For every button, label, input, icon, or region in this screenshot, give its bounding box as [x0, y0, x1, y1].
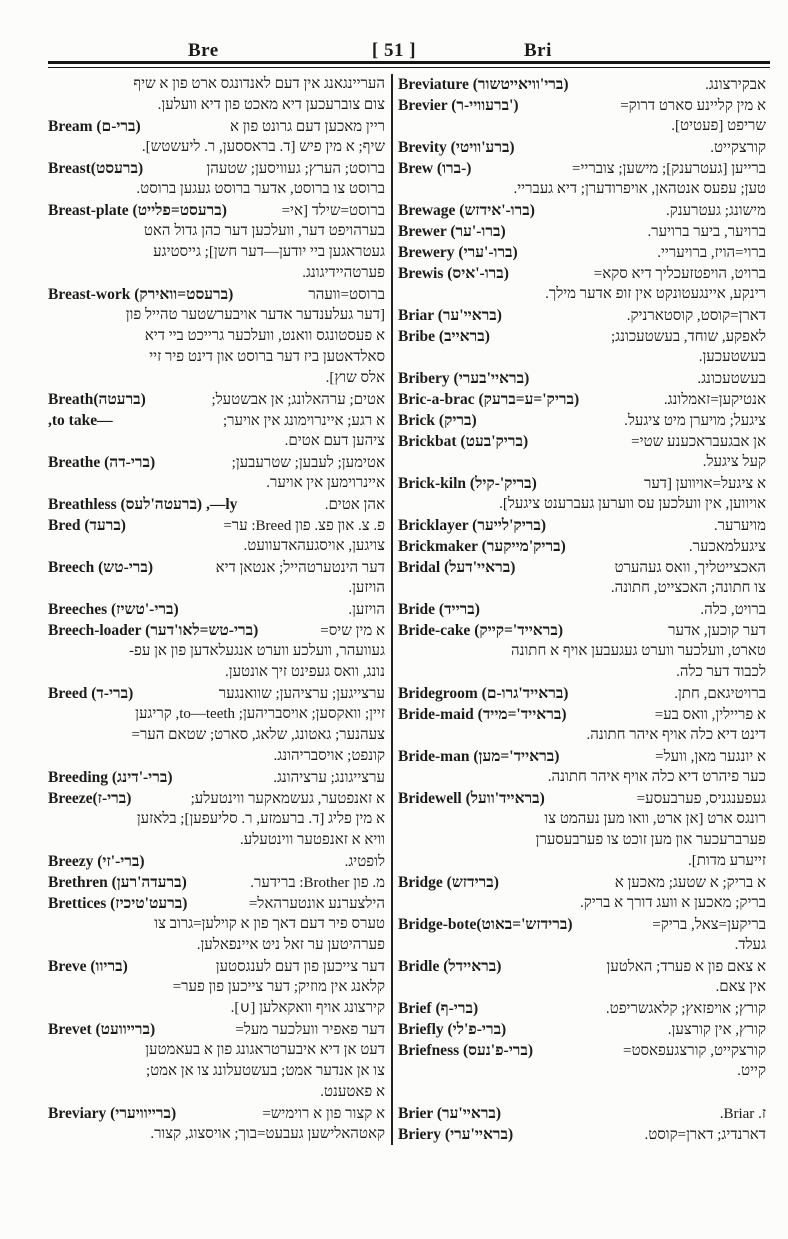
entry-line	[48, 599, 385, 620]
headword: Brethren (ברעדה'רען)	[48, 874, 187, 891]
definition-text: ברויער, ביער ברויער.	[647, 224, 766, 240]
definition-text: אין צאם.	[715, 979, 766, 995]
headword: Bridewell (בראייד'וועל)	[398, 790, 545, 807]
definition-text: ברוסט=שילד [אי=	[281, 203, 385, 219]
headword: Bride-man (בראייד'=מען)	[398, 748, 560, 765]
entry-line	[398, 389, 766, 410]
entry-line	[398, 599, 766, 620]
definition-text: מויערער.	[713, 518, 766, 534]
headword: Brew (ברו-)	[398, 160, 472, 177]
definition-text: א פעסטונגס וואנט, וועלכער גרייכט ביי דיא	[144, 328, 385, 344]
headword: Brief (ברי-ף)	[398, 1000, 479, 1017]
definition-line	[398, 578, 766, 599]
headword: Bridge-bote(ברידזש'=באוט)	[398, 916, 573, 933]
definition-line	[48, 830, 385, 851]
headword: Bribery (בראיי'בערי)	[398, 370, 530, 387]
definition-line	[48, 179, 385, 200]
definition-text: אטים; ערהאלונג; אן אבשטעל;	[211, 392, 385, 408]
definition-text: דארן=קוסט, קוסטארניק.	[626, 308, 766, 324]
entry-line	[48, 116, 385, 137]
definition-line	[48, 998, 385, 1019]
definition-text: דינט דיא כלה אויף איהר חתונה.	[586, 727, 766, 743]
definition-text: נונג, וואס געפינט זיך אונטען.	[225, 664, 385, 680]
definition-line	[48, 1082, 385, 1103]
headword: Bridge (ברידזש)	[398, 874, 499, 891]
entry-line	[398, 368, 766, 389]
entry-line	[398, 431, 766, 452]
entry-line	[398, 74, 766, 95]
definition-text: דארנדיג; דארן=קוסט.	[644, 1127, 766, 1143]
entry-line	[398, 683, 766, 704]
definition-text: ציהען דעם אטים.	[284, 433, 385, 449]
headword: Breathless (ברעטה'לעס) ,—ly	[48, 496, 238, 513]
definition-text: וויא א זאנפטער ווינטעלע.	[240, 832, 385, 848]
headword: Briefly (ברי-פ'לי)	[398, 1021, 507, 1038]
definition-text: געוועהר, וועלכע ווערט אנגעלאדען פון אן עפ-	[129, 643, 385, 659]
definition-text: ברויט, הויפטזעכליך דיא סקא=	[593, 266, 766, 282]
definition-text: רונגס ארט [אן ארט, וואו מען נעהמט צו	[544, 811, 766, 827]
entry-line	[398, 242, 766, 263]
definition-text: זייערע מדות].	[688, 853, 766, 869]
entry-line	[398, 305, 766, 326]
headword: Bream (ברי-ם)	[48, 118, 141, 135]
definition-text: ברוי=הויז, ברויעריי.	[657, 245, 766, 261]
definition-text: געטראגען ביי יודען—דער חשן]; גייסטיגע	[153, 244, 385, 260]
definition-line	[48, 662, 385, 683]
headword: Brewery (ברו-'ערי)	[398, 244, 518, 261]
headword: Brettices (ברעט'טיכיז)	[48, 895, 188, 912]
headword: ,to take—	[48, 412, 113, 429]
entry-line	[48, 200, 385, 221]
definition-line	[48, 242, 385, 263]
definition-line	[398, 662, 766, 683]
definition-line	[48, 368, 385, 389]
entry-line	[48, 788, 385, 809]
definition-line	[48, 74, 385, 95]
headword: Bride (ברייד)	[398, 601, 480, 618]
definition-text: פערברעכער און מען זוכט צו פערבעסערן	[535, 832, 766, 848]
headword: Bred (ברעד)	[48, 517, 126, 534]
definition-text: פערטהיידיגונג.	[302, 265, 385, 281]
definition-text: שיף; א מין פיש [ד. בראססען, ר. ליעשטש].	[141, 139, 385, 155]
definition-text: בעשטעכונג.	[697, 371, 766, 387]
definition-line	[398, 893, 766, 914]
definition-line	[48, 977, 385, 998]
definition-text: זיין; וואקסען; אויסבריהען; to—teeth, קריגען	[135, 706, 385, 722]
definition-text: דער צייכען פון דעם לענגסטען	[215, 959, 385, 975]
column-divider	[391, 74, 393, 1145]
definition-line	[48, 347, 385, 368]
definition-text: קירצונג אויף וואקאלען [∪].	[230, 1000, 385, 1016]
definition-text: ברוסט צו ברוסט, אדער ברוסט געגען ברוסט.	[136, 181, 385, 197]
definition-line	[48, 704, 385, 725]
headword: Breeches (ברי-'טשיז)	[48, 601, 179, 618]
definition-line	[48, 263, 385, 284]
entry-line	[48, 1019, 385, 1040]
definition-text: העריינגאנג אין דעם לאנדונגס ארט פון א שיף	[133, 76, 385, 92]
entry-line	[398, 536, 766, 557]
definition-line	[48, 746, 385, 767]
definition-text: פ. צ. און פצ. פון Breed: ער=	[223, 518, 385, 534]
definition-line	[398, 116, 766, 137]
definition-line	[398, 1082, 766, 1103]
definition-text: [דער געלענדער אדער אויבערשטער טהייל פון	[125, 307, 385, 323]
definition-text: פערהיטען ער זאל ניט איינפאלען.	[196, 937, 385, 953]
entry-line	[398, 95, 766, 116]
headword: Breed (ברי-ד)	[48, 685, 134, 702]
entry-line	[48, 620, 385, 641]
definition-text: א פאטענט.	[320, 1084, 385, 1100]
definition-text: ריין מאכען דעם גרונט פון א	[229, 119, 385, 135]
definition-line	[398, 179, 766, 200]
headword: Bridle (בראיידל)	[398, 958, 502, 975]
headword: Bricklayer (בריק'לייער)	[398, 517, 547, 534]
entry-line	[398, 473, 766, 494]
definition-text: א פריילין, וואס בע=	[654, 707, 766, 723]
definition-line	[48, 1061, 385, 1082]
entry-line	[398, 515, 766, 536]
definition-text: צויגען, אויסגעהאדעוועט.	[243, 538, 385, 554]
definition-text: בעשטעכען.	[698, 349, 766, 365]
definition-text: א ציגעל=אויווען [דער	[643, 476, 766, 492]
definition-text: רינקע, איינגעטונקט אין זופ אדער מילך.	[545, 286, 766, 302]
headword: Breast(ברעסט)	[48, 160, 144, 177]
entry-line	[48, 767, 385, 788]
definition-line	[48, 431, 385, 452]
entry-line	[398, 704, 766, 725]
columns-container	[48, 74, 766, 1145]
headword: Breast-plate (ברעסט=פלייט)	[48, 202, 227, 219]
definition-text: געפענגניס, פערבעסע=	[636, 791, 766, 807]
definition-text: קייט.	[737, 1063, 766, 1079]
entry-line	[48, 494, 385, 515]
headword: Brewis (ברו-'איס)	[398, 265, 509, 282]
definition-text: א בריק; א שטעג; מאכען א	[614, 875, 766, 891]
definition-text: אלס שוץ].	[325, 370, 385, 386]
entry-line	[48, 1103, 385, 1124]
definition-text: אהן אטים.	[324, 497, 385, 513]
headword: Breeze(ברי-ז)	[48, 790, 132, 807]
definition-text: א מין פליג [ד. ברעמזע, ר. סליעפען]; בלאזען	[136, 811, 385, 827]
definition-text: קונפט; אויסבריהונג.	[273, 748, 385, 764]
headword: Breve (בריוו)	[48, 958, 128, 975]
definition-line	[48, 326, 385, 347]
definition-text: קורצקייט.	[710, 140, 766, 156]
definition-text: א מין שיס=	[320, 623, 385, 639]
headword: Brewage (ברו-'אידזש)	[398, 202, 535, 219]
definition-text: ערצייגונג; ערציהונג.	[273, 770, 385, 786]
headword: Brier (בראיי'ער)	[398, 1105, 502, 1122]
entry-line	[398, 221, 766, 242]
headword: Breviary (ברייוויערי)	[48, 1105, 177, 1122]
definition-text: א זאנפטער, געשמאקער ווינטעלע;	[190, 791, 385, 807]
entry-line	[48, 452, 385, 473]
definition-line	[398, 494, 766, 515]
definition-text: ציגעלמאכער.	[688, 539, 766, 555]
definition-line	[398, 809, 766, 830]
headword: Brick-kiln (בריק'-קיל)	[398, 475, 537, 492]
entry-line	[398, 158, 766, 179]
definition-text: סאלדאטען ביז דער ברוסט און דינט פיר זיי	[149, 349, 385, 365]
definition-text: מישונג; געטרענק.	[665, 203, 766, 219]
definition-text: ציגעל; מויערן מיט ציגעל.	[624, 413, 766, 429]
headword: Breast-work (ברעסט=וואירק)	[48, 286, 234, 303]
definition-text: קלאנג אין מוזיק; דער צייכען פון פער=	[172, 979, 385, 995]
definition-text: מ. פון Brother: ברידער.	[250, 875, 385, 891]
entry-line	[48, 389, 385, 410]
definition-text: הילצערנע אונטערהאל=	[248, 896, 385, 912]
definition-line	[48, 914, 385, 935]
definition-line	[398, 1061, 766, 1082]
definition-text: איינרוימען אין אויער.	[266, 475, 385, 491]
entry-line	[398, 1124, 766, 1145]
headword: Bridal (בראיי'דעל)	[398, 559, 516, 576]
column-left	[48, 74, 385, 1145]
entry-line	[398, 326, 766, 347]
definition-text: כער פיהרט דיא כלה אויף איהר חתונה.	[547, 769, 766, 785]
definition-text: בערהויפט דער, וועלכען דער כהן גדול האט	[143, 223, 385, 239]
definition-line	[398, 452, 766, 473]
entry-line	[48, 872, 385, 893]
definition-text: הויזען.	[348, 580, 385, 596]
entry-line	[398, 137, 766, 158]
definition-text: ברייען [געטרענק]; מישען; צובריי=	[572, 161, 766, 177]
definition-text: קורץ, אין קורצען.	[667, 1022, 766, 1038]
definition-line	[48, 221, 385, 242]
definition-text: לופטיג.	[344, 854, 385, 870]
headword: Briery (בראיי'ערי)	[398, 1126, 514, 1143]
definition-line	[398, 347, 766, 368]
definition-text: קעל ציגעל.	[702, 454, 766, 470]
definition-text: אנטיקען=זאמלונג.	[663, 392, 766, 408]
definition-line	[398, 767, 766, 788]
definition-text: צו אן אנדער אמט; בעשטעלונג צו אן אמט;	[145, 1063, 385, 1079]
definition-line	[48, 1124, 385, 1145]
headword: Breviature (ברי'וויאייטשור)	[398, 76, 569, 93]
definition-line	[398, 977, 766, 998]
entry-line	[398, 410, 766, 431]
definition-text: לאפקע, שוחד, בעשטעכונג;	[611, 329, 766, 345]
definition-text: טען; עפעס אנטהאן, אויפרודערן; דיא געבריי.	[513, 181, 766, 197]
definition-text: קאטהאלישען געבעט=בוך; אויסצוג, קצור.	[150, 1126, 385, 1142]
definition-line	[48, 95, 385, 116]
definition-text: דער הינטערטהייל; אנטאן דיא	[215, 560, 385, 576]
entry-line	[398, 872, 766, 893]
entry-line	[398, 914, 766, 935]
definition-line	[48, 641, 385, 662]
headword: Brevet (ברייוועט)	[48, 1021, 156, 1038]
headword: Bric-a-brac (בריק'=ע=ברעק)	[398, 391, 580, 408]
definition-text: הויזען.	[348, 602, 385, 618]
definition-text: דער קוכען, אדער	[668, 623, 766, 639]
headword: Bribe (בראייב)	[398, 328, 490, 345]
headword: Brevier (ברעוויי-ר')	[398, 97, 519, 114]
headword: Brickmaker (בריק'מייקער)	[398, 538, 566, 555]
entry-line	[398, 1040, 766, 1061]
headword: Breezy (ברי-'זי)	[48, 853, 145, 870]
definition-text: דער פאפיר וועלכער מעל=	[235, 1022, 385, 1038]
headword: Bridegroom (בראייד'גרו-ם)	[398, 685, 569, 702]
definition-text: אן אבגעבראכענע שטי=	[631, 434, 766, 450]
headword: Breath(ברעטה)	[48, 391, 146, 408]
entry-line	[48, 284, 385, 305]
header-rule	[48, 61, 770, 68]
definition-text: א צאם פון א פערד; האלטען	[606, 959, 766, 975]
definition-text: ברויט, כלה.	[700, 602, 766, 618]
entry-line	[48, 515, 385, 536]
definition-text: לכבוד דער כלה.	[676, 664, 766, 680]
headword: Breech (ברי-טש)	[48, 559, 154, 576]
headword: Breathe (ברי-דה)	[48, 454, 156, 471]
definition-text: דעט אן דיא איבערטראגונג פון א בעאמטען	[145, 1042, 385, 1058]
headword: Briefness (ברי-פ'נעס)	[398, 1042, 534, 1059]
definition-text: א מין קליינע סארט דרוק=	[620, 98, 766, 114]
definition-text: ברוסט=וועהר	[308, 287, 385, 303]
entry-line	[398, 263, 766, 284]
definition-text: טערס פיר דעם דאך פון א קוילען=גרוב צו	[154, 916, 385, 932]
definition-line	[398, 830, 766, 851]
headword: Brevity (ברע'וויטי)	[398, 139, 515, 156]
definition-text: טארט, וועלכער ווערט געגעבען אויף א חתונה	[510, 643, 766, 659]
page-number: [ 51 ]	[371, 40, 417, 61]
column-right	[398, 74, 766, 1145]
definition-line	[398, 725, 766, 746]
definition-text: קורץ; אויפזאץ; קלאגשריפט.	[605, 1001, 766, 1017]
definition-line	[48, 935, 385, 956]
headword: Brewer (ברו-'ער)	[398, 223, 506, 240]
entry-line	[48, 683, 385, 704]
definition-line	[48, 1040, 385, 1061]
definition-line	[398, 641, 766, 662]
entry-line	[398, 1103, 766, 1124]
definition-text: בריק; מאכען א וועג דורך א בריק.	[580, 895, 766, 911]
definition-line	[48, 536, 385, 557]
entry-line	[48, 956, 385, 977]
definition-line	[48, 578, 385, 599]
definition-text: אבקירצונג.	[705, 77, 766, 93]
headword: Brickbat (בריק'בעט)	[398, 433, 529, 450]
definition-text: צום צוברעכען דיא מאכט פון דיא וועלען.	[157, 97, 385, 113]
definition-line	[48, 725, 385, 746]
headword: Breeding (ברי-'דינג)	[48, 769, 173, 786]
definition-line	[398, 284, 766, 305]
entry-line	[398, 557, 766, 578]
guide-word-left: Bre	[188, 40, 219, 61]
definition-text: שריפט [פעטיט].	[671, 118, 766, 134]
definition-text: האכצייטליך, וואס געהערט	[614, 560, 766, 576]
headword: Briar (בראיי'ער)	[398, 307, 502, 324]
entry-line	[398, 200, 766, 221]
entry-line	[398, 746, 766, 767]
headword: Brick (בריק)	[398, 412, 477, 429]
guide-word-right: Bri	[524, 40, 552, 61]
definition-text: ברוסט; הערץ; געוויסען; שטעהן	[206, 161, 385, 177]
entry-line	[398, 998, 766, 1019]
definition-text: געלד.	[734, 937, 766, 953]
entry-line	[398, 956, 766, 977]
entry-line	[398, 1019, 766, 1040]
entry-line	[48, 557, 385, 578]
definition-text: אטימען; לעבען; שטרעבען;	[231, 455, 385, 471]
headword: Bride-cake (בראייד'=קייק)	[398, 622, 564, 639]
definition-text: ברויטיגאם, חתן.	[674, 686, 766, 702]
entry-line	[48, 851, 385, 872]
definition-text: צעהנער; גאטונג, שלאג, סארט; שטאם הער=	[131, 727, 385, 743]
definition-text: צו חתונה; האכצייט, חתונה.	[610, 580, 766, 596]
definition-line	[398, 851, 766, 872]
definition-line	[398, 935, 766, 956]
definition-text: אויווען, אין וועלכען עס ווערען געברענט ציגעל].	[499, 496, 766, 512]
definition-line	[48, 473, 385, 494]
headword: Bride-maid (בראייד'=מייד)	[398, 706, 567, 723]
definition-line	[48, 809, 385, 830]
entry-line	[48, 893, 385, 914]
definition-text: ז. Briar.	[719, 1106, 766, 1122]
entry-line	[48, 410, 385, 431]
entry-line	[398, 788, 766, 809]
definition-text: א יונגער מאן, וועל=	[655, 749, 766, 765]
definition-text: א רגע; איינרוימונג אין אויער;	[223, 413, 385, 429]
definition-text: א קצור פון א רוימיש=	[262, 1106, 385, 1122]
definition-text: ערצייגען; ערציהען; שוואנגער	[218, 686, 385, 702]
definition-text: בריקען=צאל, בריק=	[652, 917, 766, 933]
entry-line	[48, 158, 385, 179]
definition-text: קורצקייט, קורצגעפאסט=	[623, 1043, 766, 1059]
definition-line	[48, 137, 385, 158]
entry-line	[398, 620, 766, 641]
definition-line	[48, 305, 385, 326]
headword: Breech-loader (ברי-טש=לאו'דער)	[48, 622, 259, 639]
